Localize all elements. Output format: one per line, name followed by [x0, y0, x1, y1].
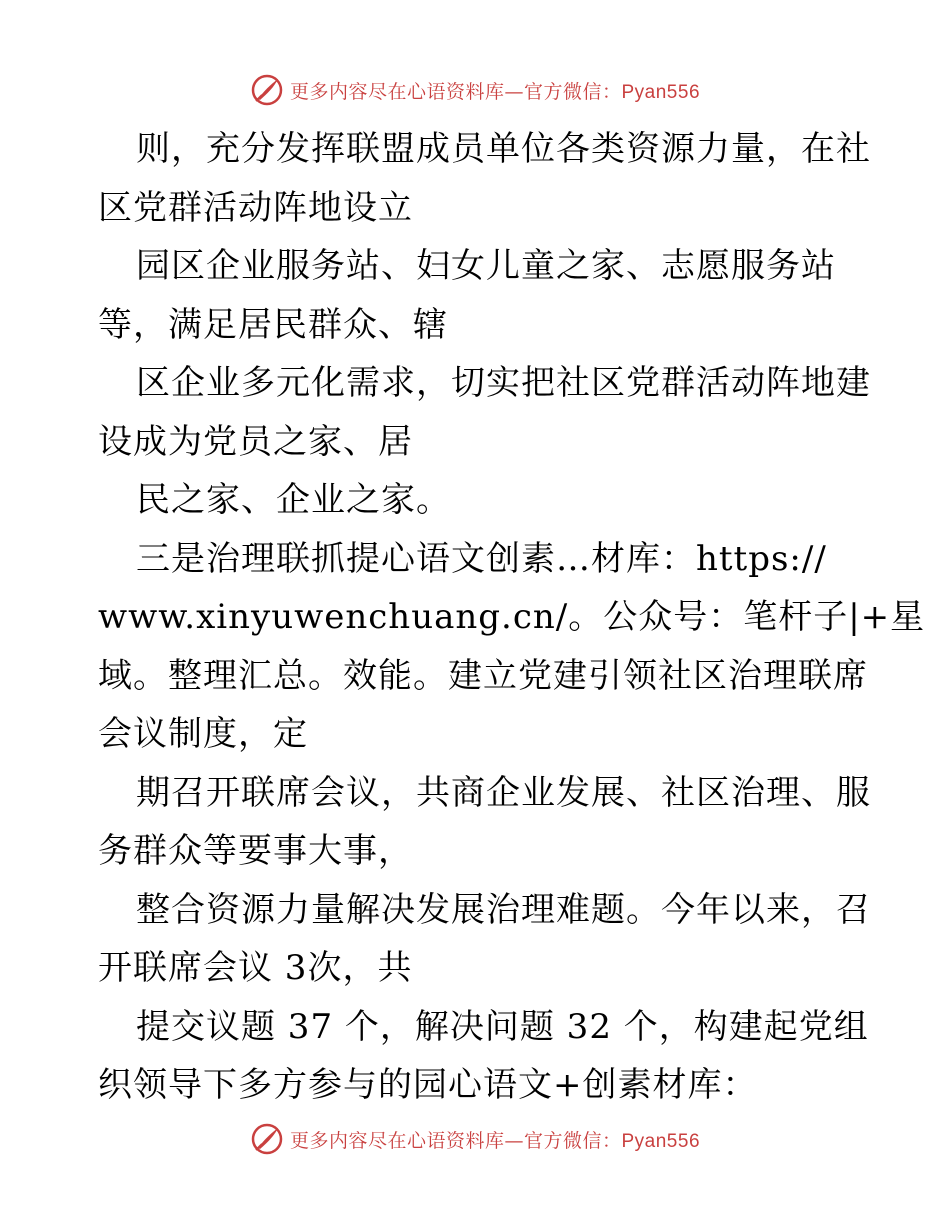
text-line: 设成为党员之家、居 — [98, 421, 413, 462]
text-line: www.xinyuwenchuang.cn/。公众号：笔杆子|+星 — [98, 597, 926, 637]
text-line: 域。整理汇总。效能。建立党建引领社区治理联席 — [98, 655, 868, 696]
text-line: 期召开联席会议，共商企业发展、社区治理、服 — [136, 772, 871, 813]
text-line: 园区企业服务站、妇女儿童之家、志愿服务站 — [136, 246, 836, 286]
text-line: 开联席会议 3次，共 — [98, 948, 413, 988]
text-line: 务群众等要事大事， — [98, 831, 413, 871]
header-banner-text — [290, 77, 700, 104]
document-body — [98, 120, 926, 1115]
header-watermark-banner — [0, 68, 950, 112]
header-banner-separator: — — [504, 80, 524, 103]
text-line: 等，满足居民群众、辖 — [98, 304, 448, 345]
footer-banner-text — [290, 1126, 700, 1153]
footer-watermark-banner — [0, 1117, 950, 1161]
text-line: 织领导下多方参与的园心语文+创素材库： — [98, 1065, 758, 1105]
text-line: 民之家、企业之家。 — [136, 480, 451, 520]
text-line: 整合资源力量解决发展治理难题。今年以来，召 — [136, 889, 871, 930]
header-banner-wechat-id: Pyan556 — [621, 81, 701, 103]
text-line: 区企业多元化需求，切实把社区党群活动阵地建 — [136, 363, 871, 403]
footer-banner-separator: — — [504, 1129, 524, 1152]
quill-logo-icon — [250, 73, 284, 107]
footer-banner-title: 更多内容尽在心语资料库 — [289, 1129, 505, 1152]
footer-banner-wechat-label: 官方微信： — [523, 1129, 622, 1152]
text-line: 区党群活动阵地设立 — [98, 187, 413, 228]
footer-banner-wechat-id: Pyan556 — [621, 1130, 701, 1152]
text-line: 提交议题 37 个，解决问题 32 个，构建起党组 — [136, 1006, 869, 1047]
text-line: 三是治理联抓提心语文创素…材库：https:// — [136, 538, 827, 579]
header-banner-wechat-label: 官方微信： — [523, 80, 622, 103]
header-banner-title: 更多内容尽在心语资料库 — [289, 80, 505, 103]
quill-logo-icon — [250, 1122, 284, 1156]
text-line: 会议制度，定 — [98, 714, 308, 754]
text-line: 则，充分发挥联盟成员单位各类资源力量，在社 — [136, 129, 871, 169]
